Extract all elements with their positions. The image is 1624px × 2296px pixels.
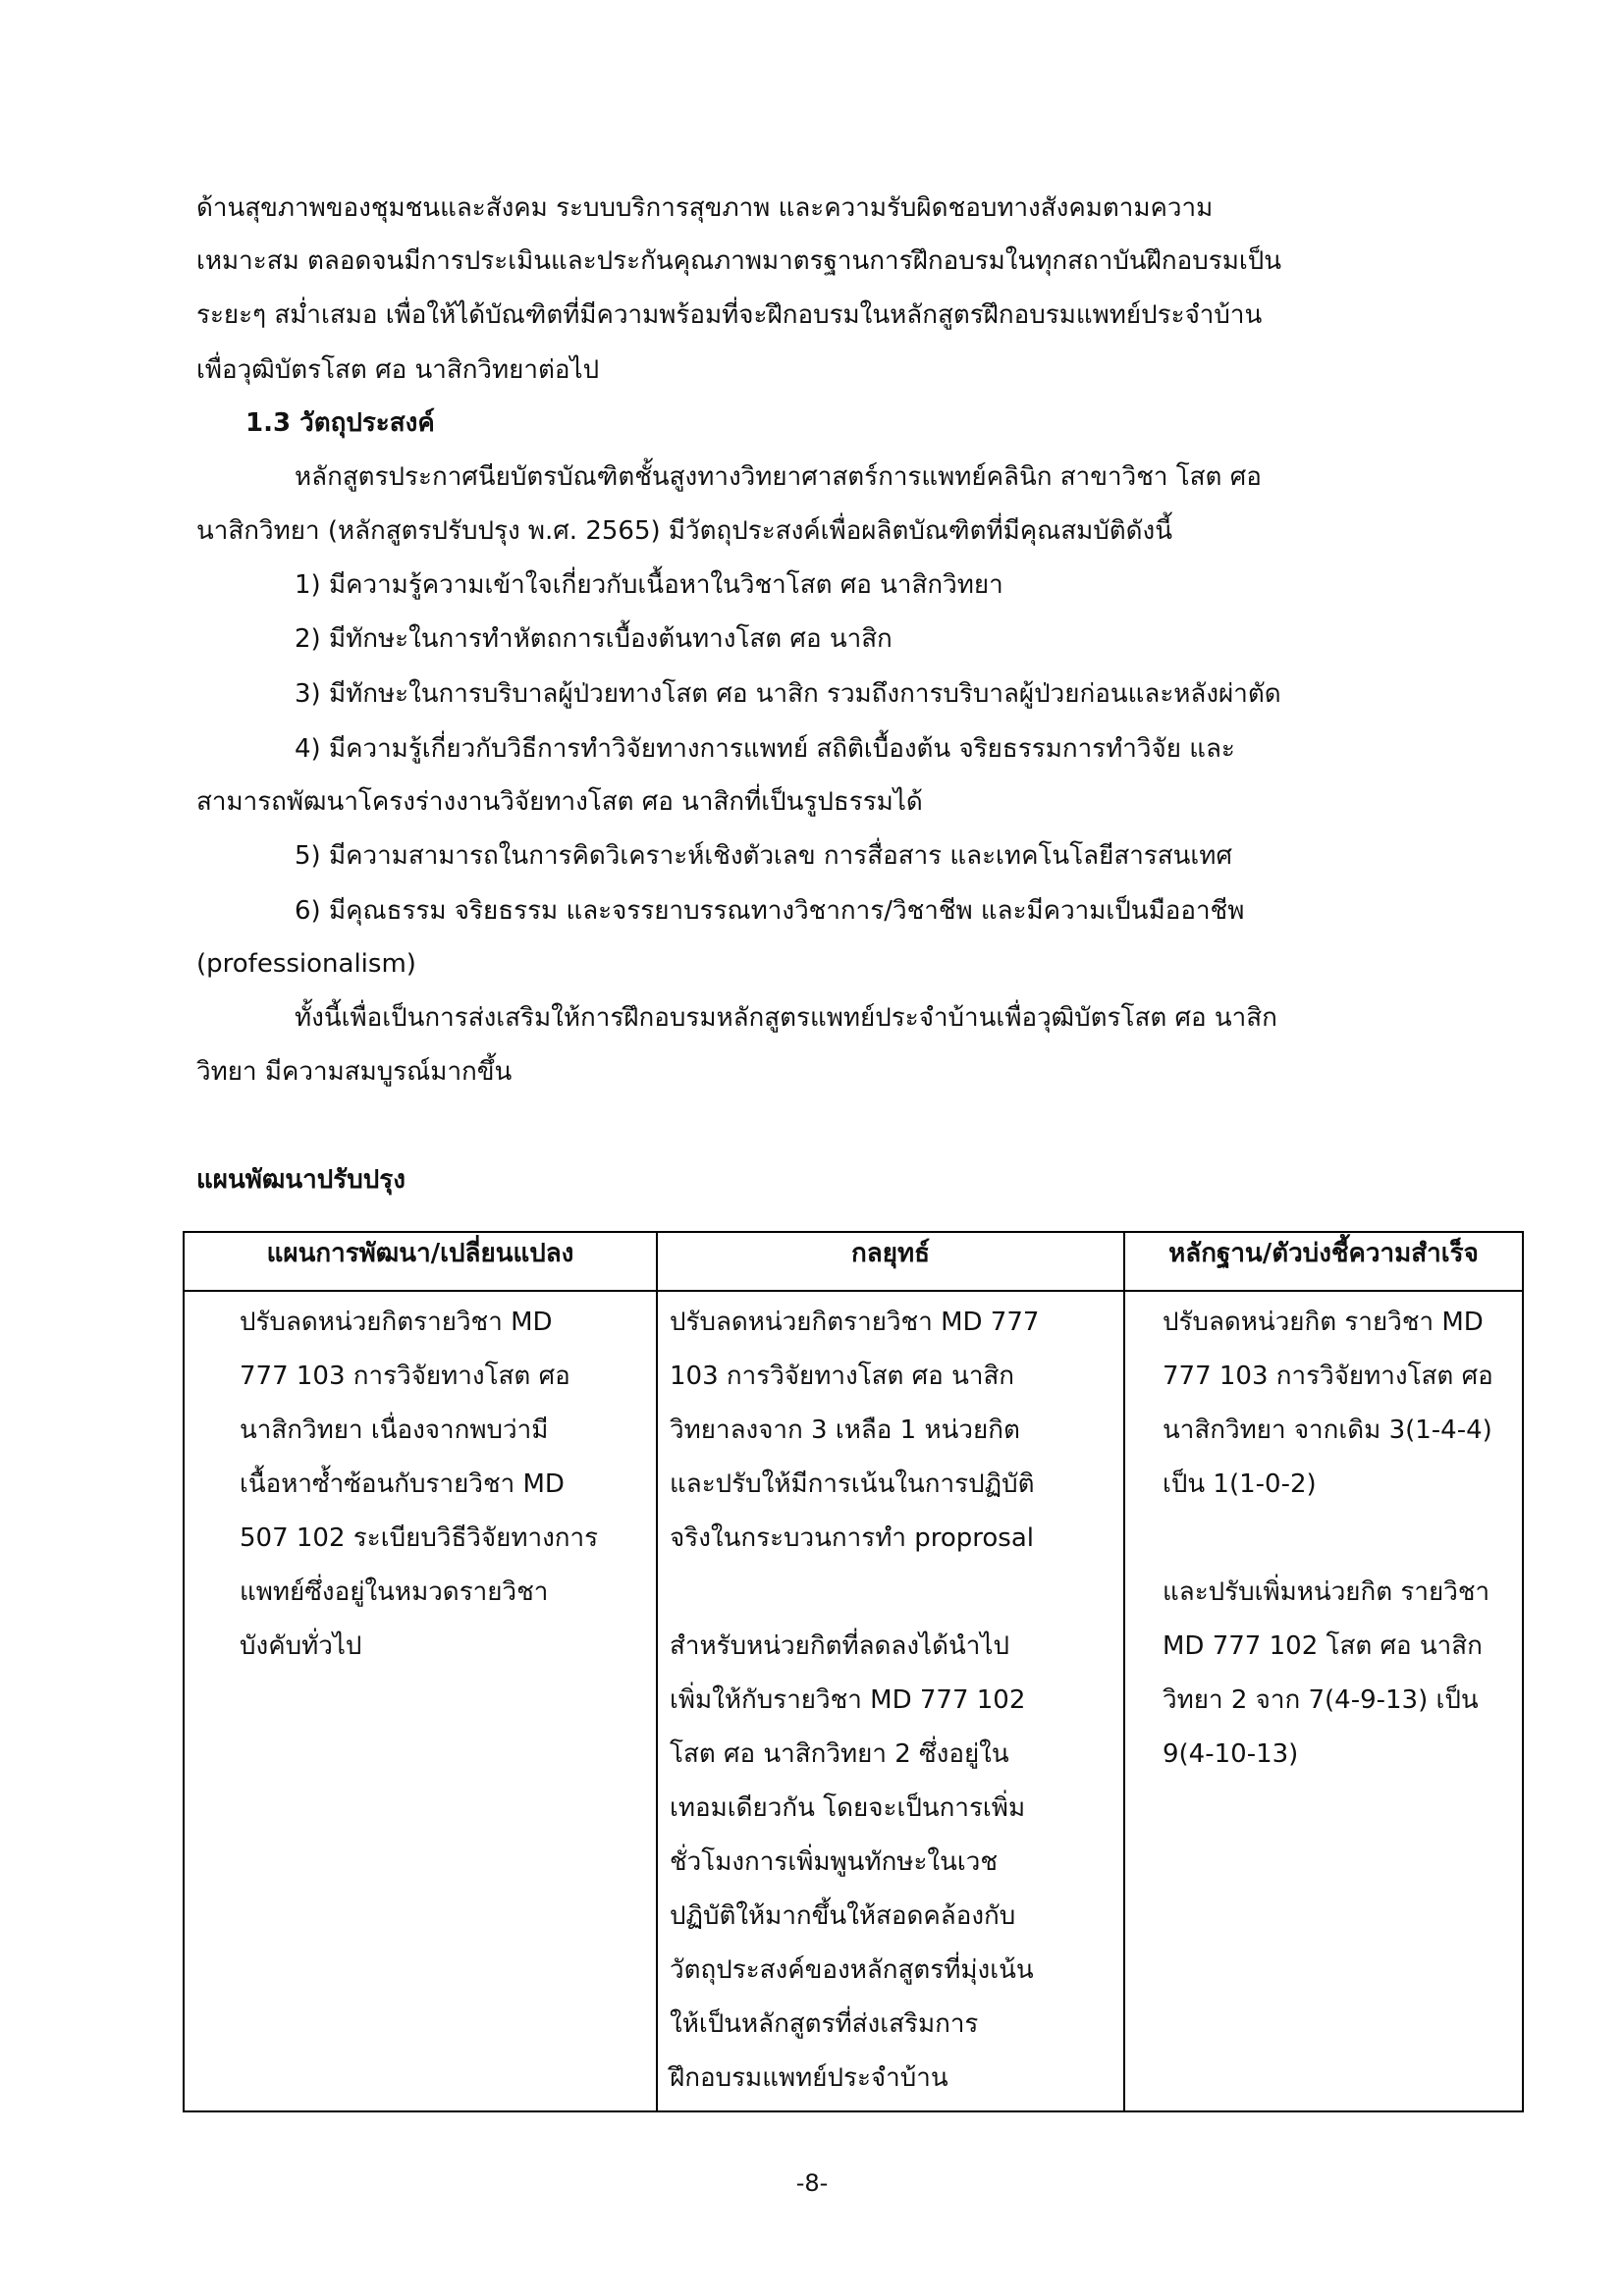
cell-line: ชั่วโมงการเพิ่มพูนทักษะในเวช	[670, 1847, 999, 1877]
header-plan: แผนการพัฒนา/เปลี่ยนแปลง	[184, 1232, 657, 1291]
plan-title: แผนพัฒนาปรับปรุง	[196, 1165, 406, 1195]
plan-cell	[184, 1291, 657, 2111]
objective-5: 5) มีความสามารถในการคิดวิเคราะห์เชิงตัวเลข การสื่อสาร และเทคโนโลยีสารสนเทศ	[295, 841, 1232, 871]
closing-line-2: วิทยา มีความสมบูรณ์มากขึ้น	[196, 1057, 513, 1087]
cell-line: ปรับลดหน่วยกิตรายวิชา MD	[240, 1308, 553, 1337]
strategy-cell	[657, 1291, 1124, 2111]
cell-line	[670, 1568, 1117, 1622]
cell-line: จริงในกระบวนการทำ proprosal	[670, 1523, 1034, 1553]
cell-line: ปรับลดหน่วยกิต รายวิชา MD	[1163, 1308, 1484, 1337]
cell-line: ปรับลดหน่วยกิตรายวิชา MD 777	[670, 1308, 1040, 1337]
cell-line: 777 103 การวิจัยทางโสต ศอ	[1163, 1362, 1493, 1391]
intro-line-4: เพื่อวุฒิบัตรโสต ศอ นาสิกวิทยาต่อไป	[196, 355, 600, 385]
objective-6-continued: (professionalism)	[196, 949, 416, 979]
cell-line: และปรับให้มีการเน้นในการปฏิบัติ	[670, 1469, 1035, 1499]
cell-line: วิทยา 2 จาก 7(4-9-13) เป็น	[1163, 1685, 1479, 1715]
development-plan-table	[183, 1231, 1524, 2112]
closing-line-1: ทั้งนี้เพื่อเป็นการส่งเสริมให้การฝึกอบรมหลักสูตรแพทย์ประจำบ้านเพื่อวุฒิบัตรโสต ศอ นาสิก	[295, 1003, 1277, 1033]
cell-line: เทอมเดียวกัน โดยจะเป็นการเพิ่ม	[670, 1793, 1026, 1823]
cell-line: นาสิกวิทยา จากเดิม 3(1-4-4)	[1163, 1415, 1492, 1445]
cell-line: 103 การวิจัยทางโสต ศอ นาสิก	[670, 1362, 1015, 1391]
header-evidence: หลักฐาน/ตัวบ่งชี้ความสำเร็จ	[1124, 1232, 1523, 1291]
cell-line: ให้เป็นหลักสูตรที่ส่งเสริมการ	[670, 2009, 979, 2039]
objective-4-continued: สามารถพัฒนาโครงร่างงานวิจัยทางโสต ศอ นาสิกที่เป็นรูปธรรมได้	[196, 787, 923, 817]
cell-line: 507 102 ระเบียบวิธีวิจัยทางการ	[240, 1523, 599, 1553]
intro-line-3: ระยะๆ สม่ำเสมอ เพื่อให้ได้บัณฑิตที่มีความพร้อมที่จะฝึกอบรมในหลักสูตรฝึกอบรมแพทย์ประจำบ้าน	[196, 300, 1263, 330]
cell-line: 777 103 การวิจัยทางโสต ศอ	[240, 1362, 570, 1391]
objective-4: 4) มีความรู้เกี่ยวกับวิธีการทำวิจัยทางการแพทย์ สถิติเบื้องต้น จริยธรรมการทำวิจัย และ	[295, 734, 1235, 764]
header-strategy: กลยุทธ์	[657, 1232, 1124, 1291]
cell-line: 9(4-10-13)	[1163, 1739, 1299, 1769]
evidence-cell	[1124, 1291, 1523, 2111]
objective-2: 2) มีทักษะในการทำหัตถการเบื้องต้นทางโสต ศอ นาสิก	[295, 624, 893, 654]
cell-line: เนื้อหาซ้ำซ้อนกับรายวิชา MD	[240, 1469, 565, 1499]
cell-line: และปรับเพิ่มหน่วยกิต รายวิชา	[1163, 1577, 1490, 1607]
cell-line: เป็น 1(1-0-2)	[1163, 1469, 1317, 1499]
page-number: -8-	[795, 2169, 829, 2197]
section-heading: 1.3 วัตถุประสงค์	[245, 408, 435, 438]
objective-6: 6) มีคุณธรรม จริยธรรม และจรรยาบรรณทางวิชาการ/วิชาชีพ และมีความเป็นมืออาชีพ	[295, 896, 1245, 926]
cell-line: สำหรับหน่วยกิตที่ลดลงได้นำไป	[670, 1631, 1009, 1661]
cell-line: ฝึกอบรมแพทย์ประจำบ้าน	[670, 2063, 948, 2093]
cell-line: วิทยาลงจาก 3 เหลือ 1 หน่วยกิต	[670, 1415, 1020, 1445]
objective-intro-line-2: นาสิกวิทยา (หลักสูตรปรับปรุง พ.ศ. 2565) มีวัตถุประสงค์เพื่อผลิตบัณฑิตที่มีคุณสมบัติดังนี้	[196, 516, 1172, 546]
intro-line-1: ด้านสุขภาพของชุมชนและสังคม ระบบบริการสุขภาพ และความรับผิดชอบทางสังคมตามความ	[196, 193, 1214, 223]
cell-line	[1163, 1514, 1516, 1568]
cell-line: โสต ศอ นาสิกวิทยา 2 ซึ่งอยู่ใน	[670, 1739, 1009, 1769]
intro-line-2: เหมาะสม ตลอดจนมีการประเมินและประกันคุณภาพมาตรฐานการฝึกอบรมในทุกสถาบันฝึกอบรมเป็น	[196, 246, 1282, 276]
table-row	[184, 1291, 1523, 2111]
cell-line: เพิ่มให้กับรายวิชา MD 777 102	[670, 1685, 1026, 1715]
cell-line: นาสิกวิทยา เนื่องจากพบว่ามี	[240, 1415, 549, 1445]
objective-3: 3) มีทักษะในการบริบาลผู้ป่วยทางโสต ศอ นาสิก รวมถึงการบริบาลผู้ป่วยก่อนและหลังผ่าตัด	[295, 679, 1281, 709]
cell-line: MD 777 102 โสต ศอ นาสิก	[1163, 1631, 1483, 1661]
cell-line: บังคับทั่วไป	[240, 1631, 362, 1661]
cell-line: ปฏิบัติให้มากขึ้นให้สอดคล้องกับ	[670, 1901, 1016, 1931]
table-header-row	[184, 1232, 1523, 1291]
cell-line: แพทย์ซึ่งอยู่ในหมวดรายวิชา	[240, 1577, 549, 1607]
objective-1: 1) มีความรู้ความเข้าใจเกี่ยวกับเนื้อหาในวิชาโสต ศอ นาสิกวิทยา	[295, 570, 1003, 600]
objective-intro-line-1: หลักสูตรประกาศนียบัตรบัณฑิตชั้นสูงทางวิทยาศาสตร์การแพทย์คลินิก สาขาวิชา โสต ศอ	[295, 462, 1262, 492]
cell-line: วัตถุประสงค์ของหลักสูตรที่มุ่งเน้น	[670, 1955, 1034, 1985]
